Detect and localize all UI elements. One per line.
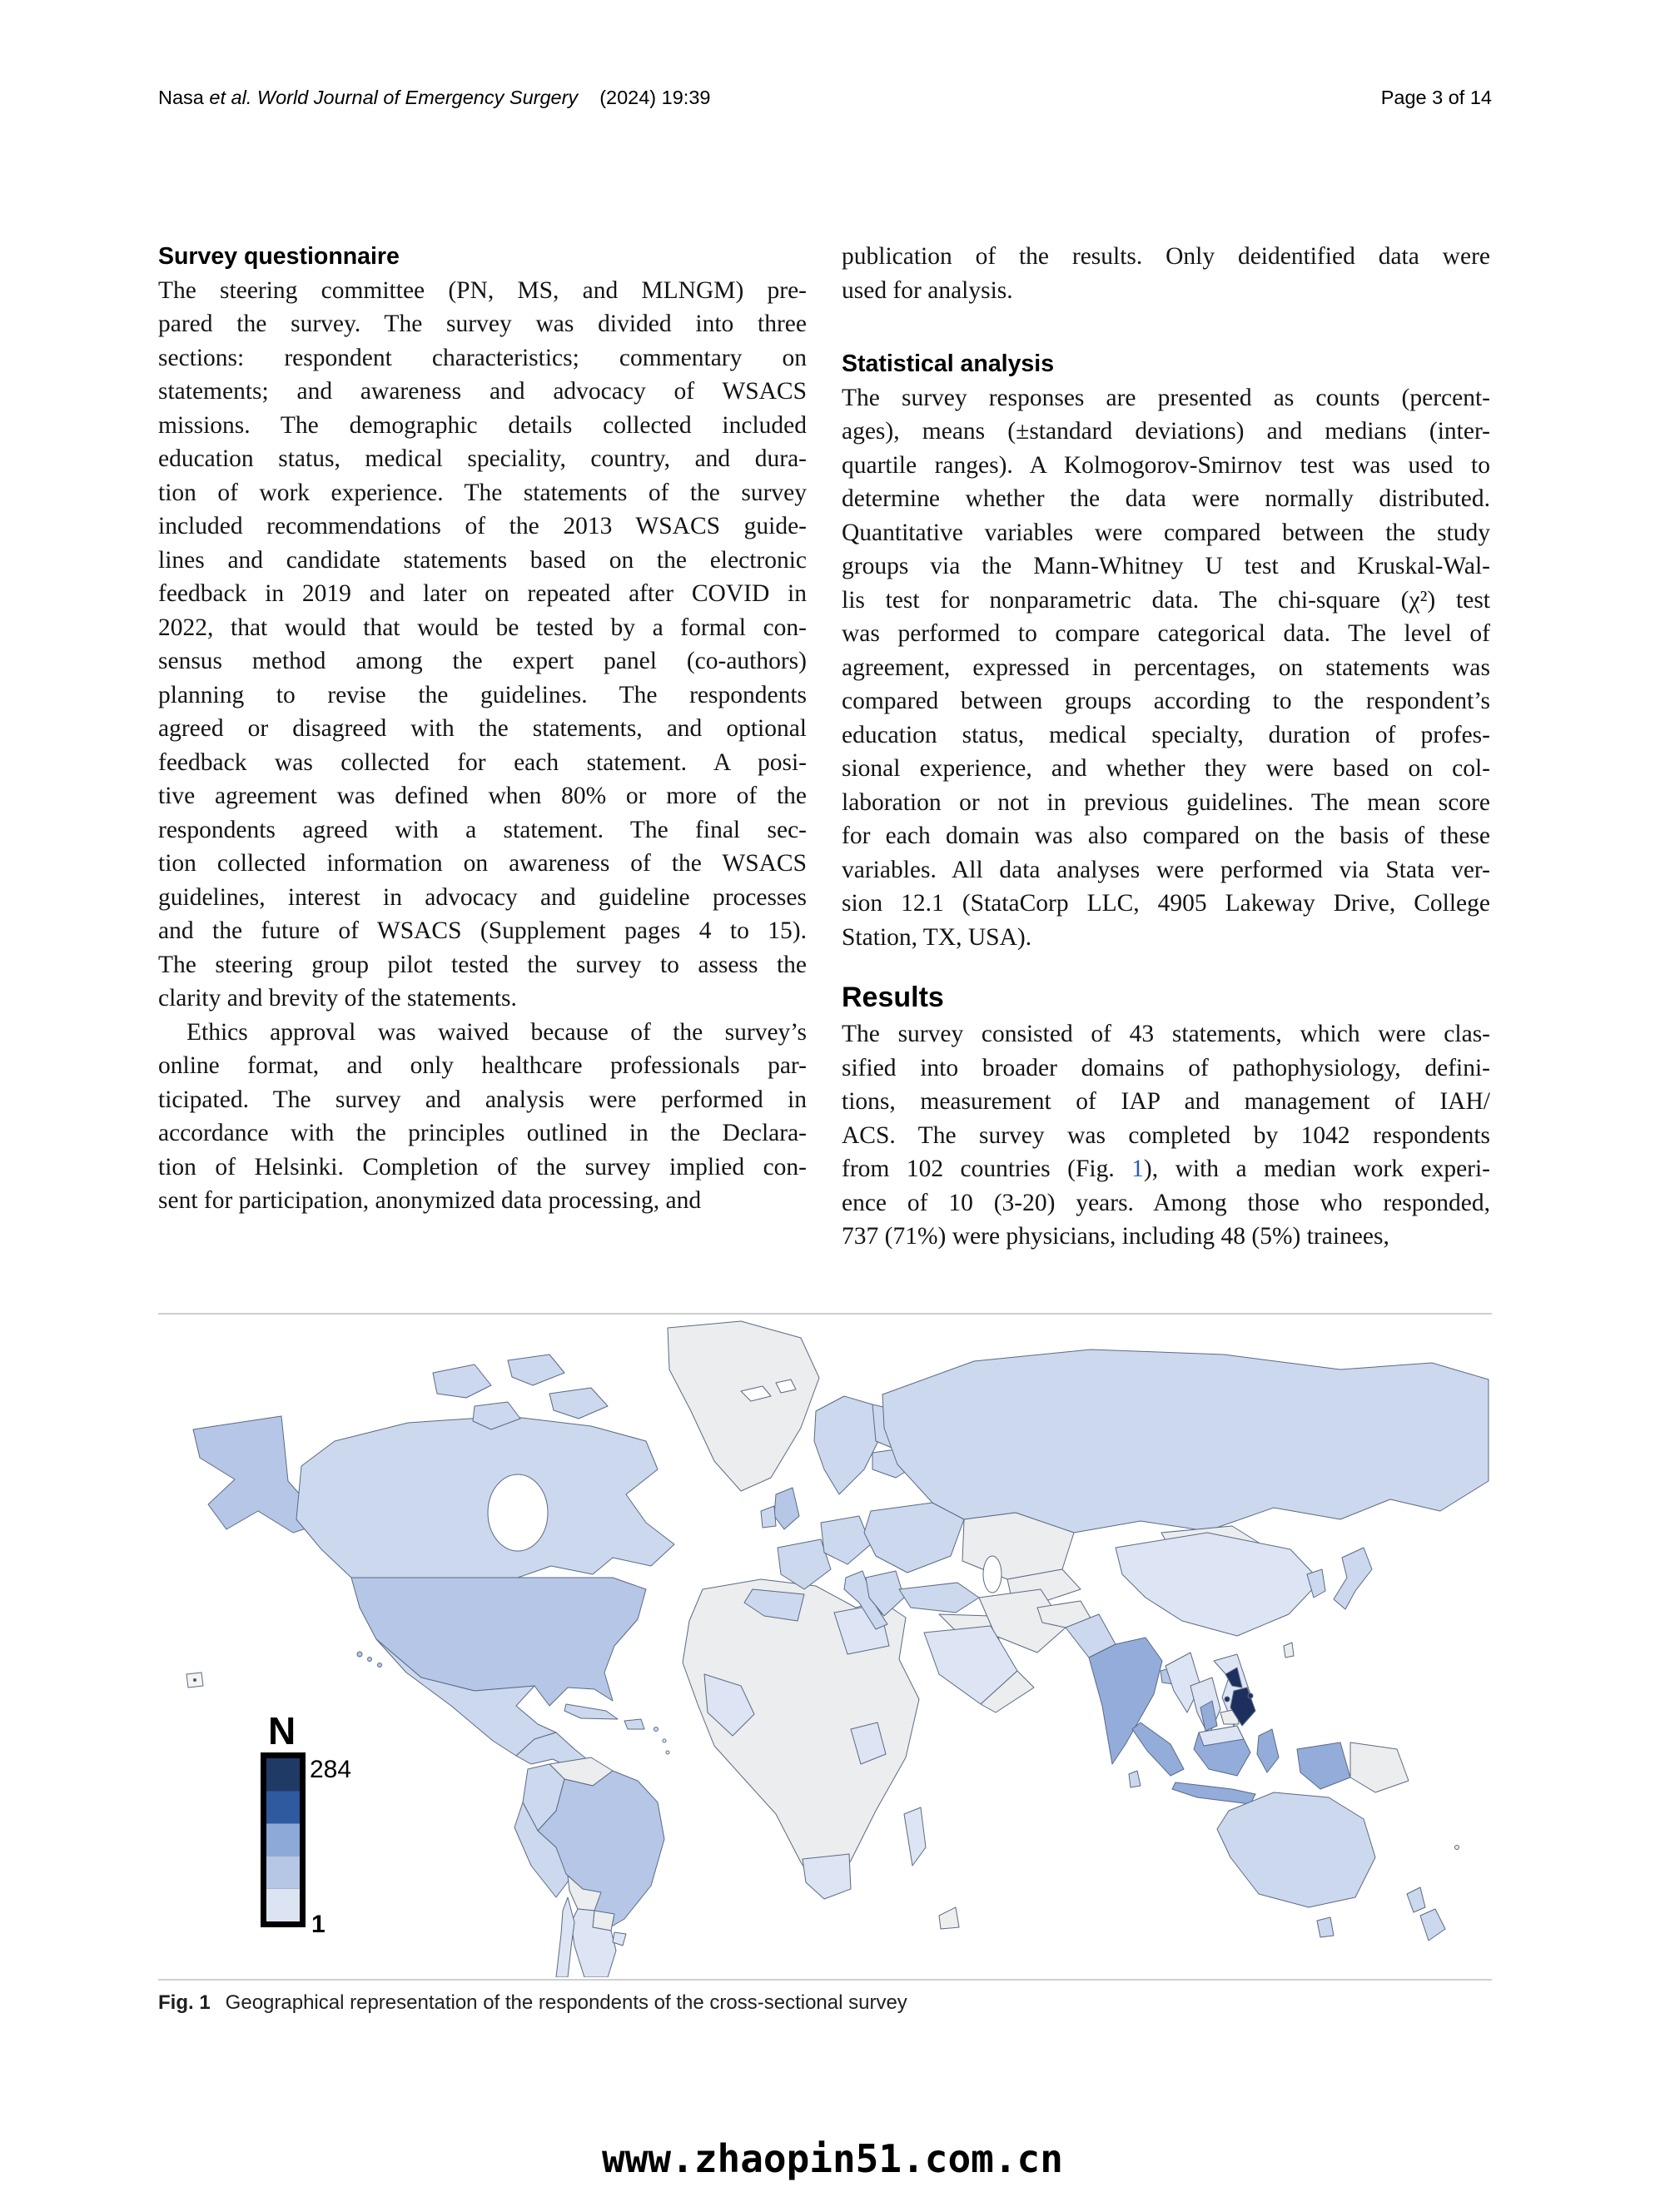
figure-caption-label: Fig. 1 [158, 1991, 211, 2014]
legend-colorbar-segment [266, 1758, 300, 1791]
map-caspian-sea [983, 1556, 1001, 1593]
text-line: guidelines, interest in advocacy and guideline processes [158, 883, 807, 911]
text-line: tions, measurement of IAP and management of IAH/ [842, 1088, 1490, 1115]
text-line: agreed or disagreed with the statements, and optional [158, 715, 807, 742]
text-line: tive agreement was defined when 80% or more of the [158, 783, 807, 809]
section-heading-results: Results [842, 982, 944, 1013]
text-line: lis test for nonparametric data. The chi-square (χ²) test [842, 586, 1490, 614]
figure-bottom-rule [158, 1979, 1492, 1981]
right-column [842, 240, 1490, 1254]
text-line: sent for participation, anonymized data processing, and [158, 1187, 702, 1214]
header-issue: (2024) 19:39 [599, 87, 711, 108]
text-line: sified into broader domains of pathophysiology, defini- [842, 1054, 1490, 1081]
text-line: planning to revise the guidelines. The respondents [158, 681, 807, 708]
text-line: feedback was collected for each statement. A posi- [158, 748, 807, 776]
paragraph [158, 274, 807, 1016]
header-authors: Nasa [158, 87, 204, 108]
left-column [158, 240, 807, 1254]
header-page-number: Page 3 of 14 [1380, 87, 1492, 108]
text-segment: from 102 countries (Fig. [842, 1156, 1132, 1182]
figure-1-world-map [158, 1315, 1490, 1977]
map-caribbean-island [654, 1727, 659, 1732]
map-country-canada [296, 1416, 674, 1578]
article-body [158, 240, 1490, 1254]
legend-compass-label: N [268, 1709, 296, 1752]
map-artifact-dot [193, 1678, 196, 1682]
map-tasmania [1317, 1917, 1334, 1937]
text-line: The steering group pilot tested the survey to assess the [158, 951, 807, 978]
running-header [158, 87, 1492, 109]
text-line: respondents agreed with a statement. The final sec- [158, 816, 807, 843]
figure-1-link[interactable]: 1 [1131, 1156, 1144, 1182]
text-line: ages), means (±standard deviations) and medians (inter- [842, 418, 1490, 445]
text-line: included recommendations of the 2013 WSACS guide- [158, 513, 807, 539]
text-line: statements; and awareness and advocacy of WSACS [158, 378, 807, 405]
legend-colorbar-segment [266, 1889, 300, 1921]
paragraph [158, 1016, 807, 1218]
paragraph [842, 1017, 1490, 1254]
text-line: compared between groups according to the respondent’s [842, 688, 1490, 714]
text-line: feedback in 2019 and later on repeated after COVID in [158, 580, 807, 607]
text-line: ACS. The survey was completed by 1042 respondents [842, 1121, 1490, 1149]
text-line: 2022, that would that would be tested by a formal con- [158, 614, 807, 641]
text-line: sional experience, and whether they were based on col- [842, 755, 1490, 782]
legend-min-label: 1 [311, 1911, 326, 1938]
figure-caption [158, 1991, 1490, 2015]
text-line: tion of work experience. The statements of the survey [158, 479, 807, 506]
text-line: missions. The demographic details collected included [158, 411, 807, 439]
text-line: pared the survey. The survey was divided into three [158, 311, 807, 337]
text-line: lines and candidate statements based on the electronic [158, 546, 807, 574]
world-choropleth-svg [158, 1315, 1490, 1977]
map-country-philippines [1225, 1697, 1230, 1702]
header-etal: et al. [203, 87, 257, 108]
text-line: education status, medical speciality, country, and dura- [158, 445, 807, 472]
legend-max-label: 284 [310, 1756, 352, 1783]
map-hawaii [378, 1663, 382, 1668]
text-line: accordance with the principles outlined in the Declara- [158, 1120, 807, 1146]
text-line: Ethics approval was waived because of the survey’s [186, 1018, 807, 1046]
text-line: The survey responses are presented as counts (percent- [842, 384, 1490, 411]
map-hawaii [357, 1652, 362, 1657]
text-line: groups via the Mann-Whitney U test and Kruskal-Wal- [842, 553, 1490, 579]
paragraph [842, 381, 1490, 955]
legend-colorbar-segment [266, 1791, 300, 1823]
header-journal-title: World Journal of Emergency Surgery [256, 87, 579, 108]
map-hawaii [368, 1658, 372, 1662]
section-heading-survey-questionnaire: Survey questionnaire [158, 243, 400, 270]
text-line: for each domain was also compared on the basis of these [842, 823, 1490, 849]
text-line: sections: respondent characteristics; commentary on [158, 344, 807, 371]
text-line: online format, and only healthcare professionals par- [158, 1052, 807, 1079]
map-country-philippines [1248, 1693, 1253, 1698]
text-line: determine whether the data were normally distributed. [842, 485, 1490, 512]
text-line: and the future of WSACS (Supplement pages 4 to 15). [158, 917, 807, 944]
text-line: The steering committee (PN, MS, and MLNGM) pre- [158, 276, 807, 304]
text-line: publication of the results. Only deidentified data were [842, 243, 1490, 270]
map-pacific-island [1455, 1846, 1459, 1850]
text-line: used for analysis. [842, 276, 1013, 304]
map-caribbean-island [666, 1751, 669, 1754]
header-citation [158, 87, 710, 109]
text-line: sensus method among the expert panel (co-authors) [158, 648, 807, 674]
map-hudson-bay [488, 1474, 548, 1551]
text-line: quartile ranges). A Kolmogorov-Smirnov test was used to [842, 451, 1490, 479]
text-line: education status, medical specialty, duration of profes- [842, 721, 1490, 748]
text-line: variables. All data analyses were performed via Stata ver- [842, 856, 1490, 883]
text-line: ence of 10 (3-20) years. Among those who responded, [842, 1189, 1490, 1216]
figure-caption-text: Geographical representation of the respondents of the cross-sectional survey [225, 1991, 907, 2014]
map-caribbean-island [663, 1739, 666, 1742]
paragraph [842, 240, 1490, 307]
text-line: laboration or not in previous guidelines. The mean score [842, 788, 1490, 816]
text-segment: ), with a median work experi- [1143, 1156, 1490, 1182]
legend-colorbar-segment [266, 1823, 300, 1856]
text-line: tion of Helsinki. Completion of the survey implied con- [158, 1153, 807, 1181]
text-line: Station, TX, USA). [842, 923, 1032, 951]
text-line: ticipated. The survey and analysis were performed in [158, 1086, 807, 1113]
text-line: tion collected information on awareness of the WSACS [158, 850, 807, 877]
text-line: Quantitative variables were compared between the study [842, 519, 1490, 546]
text-line: 737 (71%) were physicians, including 48 (5%) trainees, [842, 1223, 1389, 1250]
text-line: sion 12.1 (StataCorp LLC, 4905 Lakeway Drive, College [842, 890, 1490, 917]
map-country-hispaniola [624, 1719, 644, 1729]
text-line: agreement, expressed in percentages, on statements was [842, 654, 1490, 681]
text-line: clarity and brevity of the statements. [158, 985, 517, 1012]
legend-colorbar-segment [266, 1857, 300, 1889]
section-heading-statistical-analysis: Statistical analysis [842, 350, 1055, 377]
text-line: The survey consisted of 43 statements, which were clas- [842, 1021, 1490, 1047]
text-line: was performed to compare categorical data. The level of [842, 620, 1490, 647]
text-line [842, 1152, 1490, 1186]
watermark-url: www.zhaopin51.com.cn [602, 2136, 1063, 2181]
